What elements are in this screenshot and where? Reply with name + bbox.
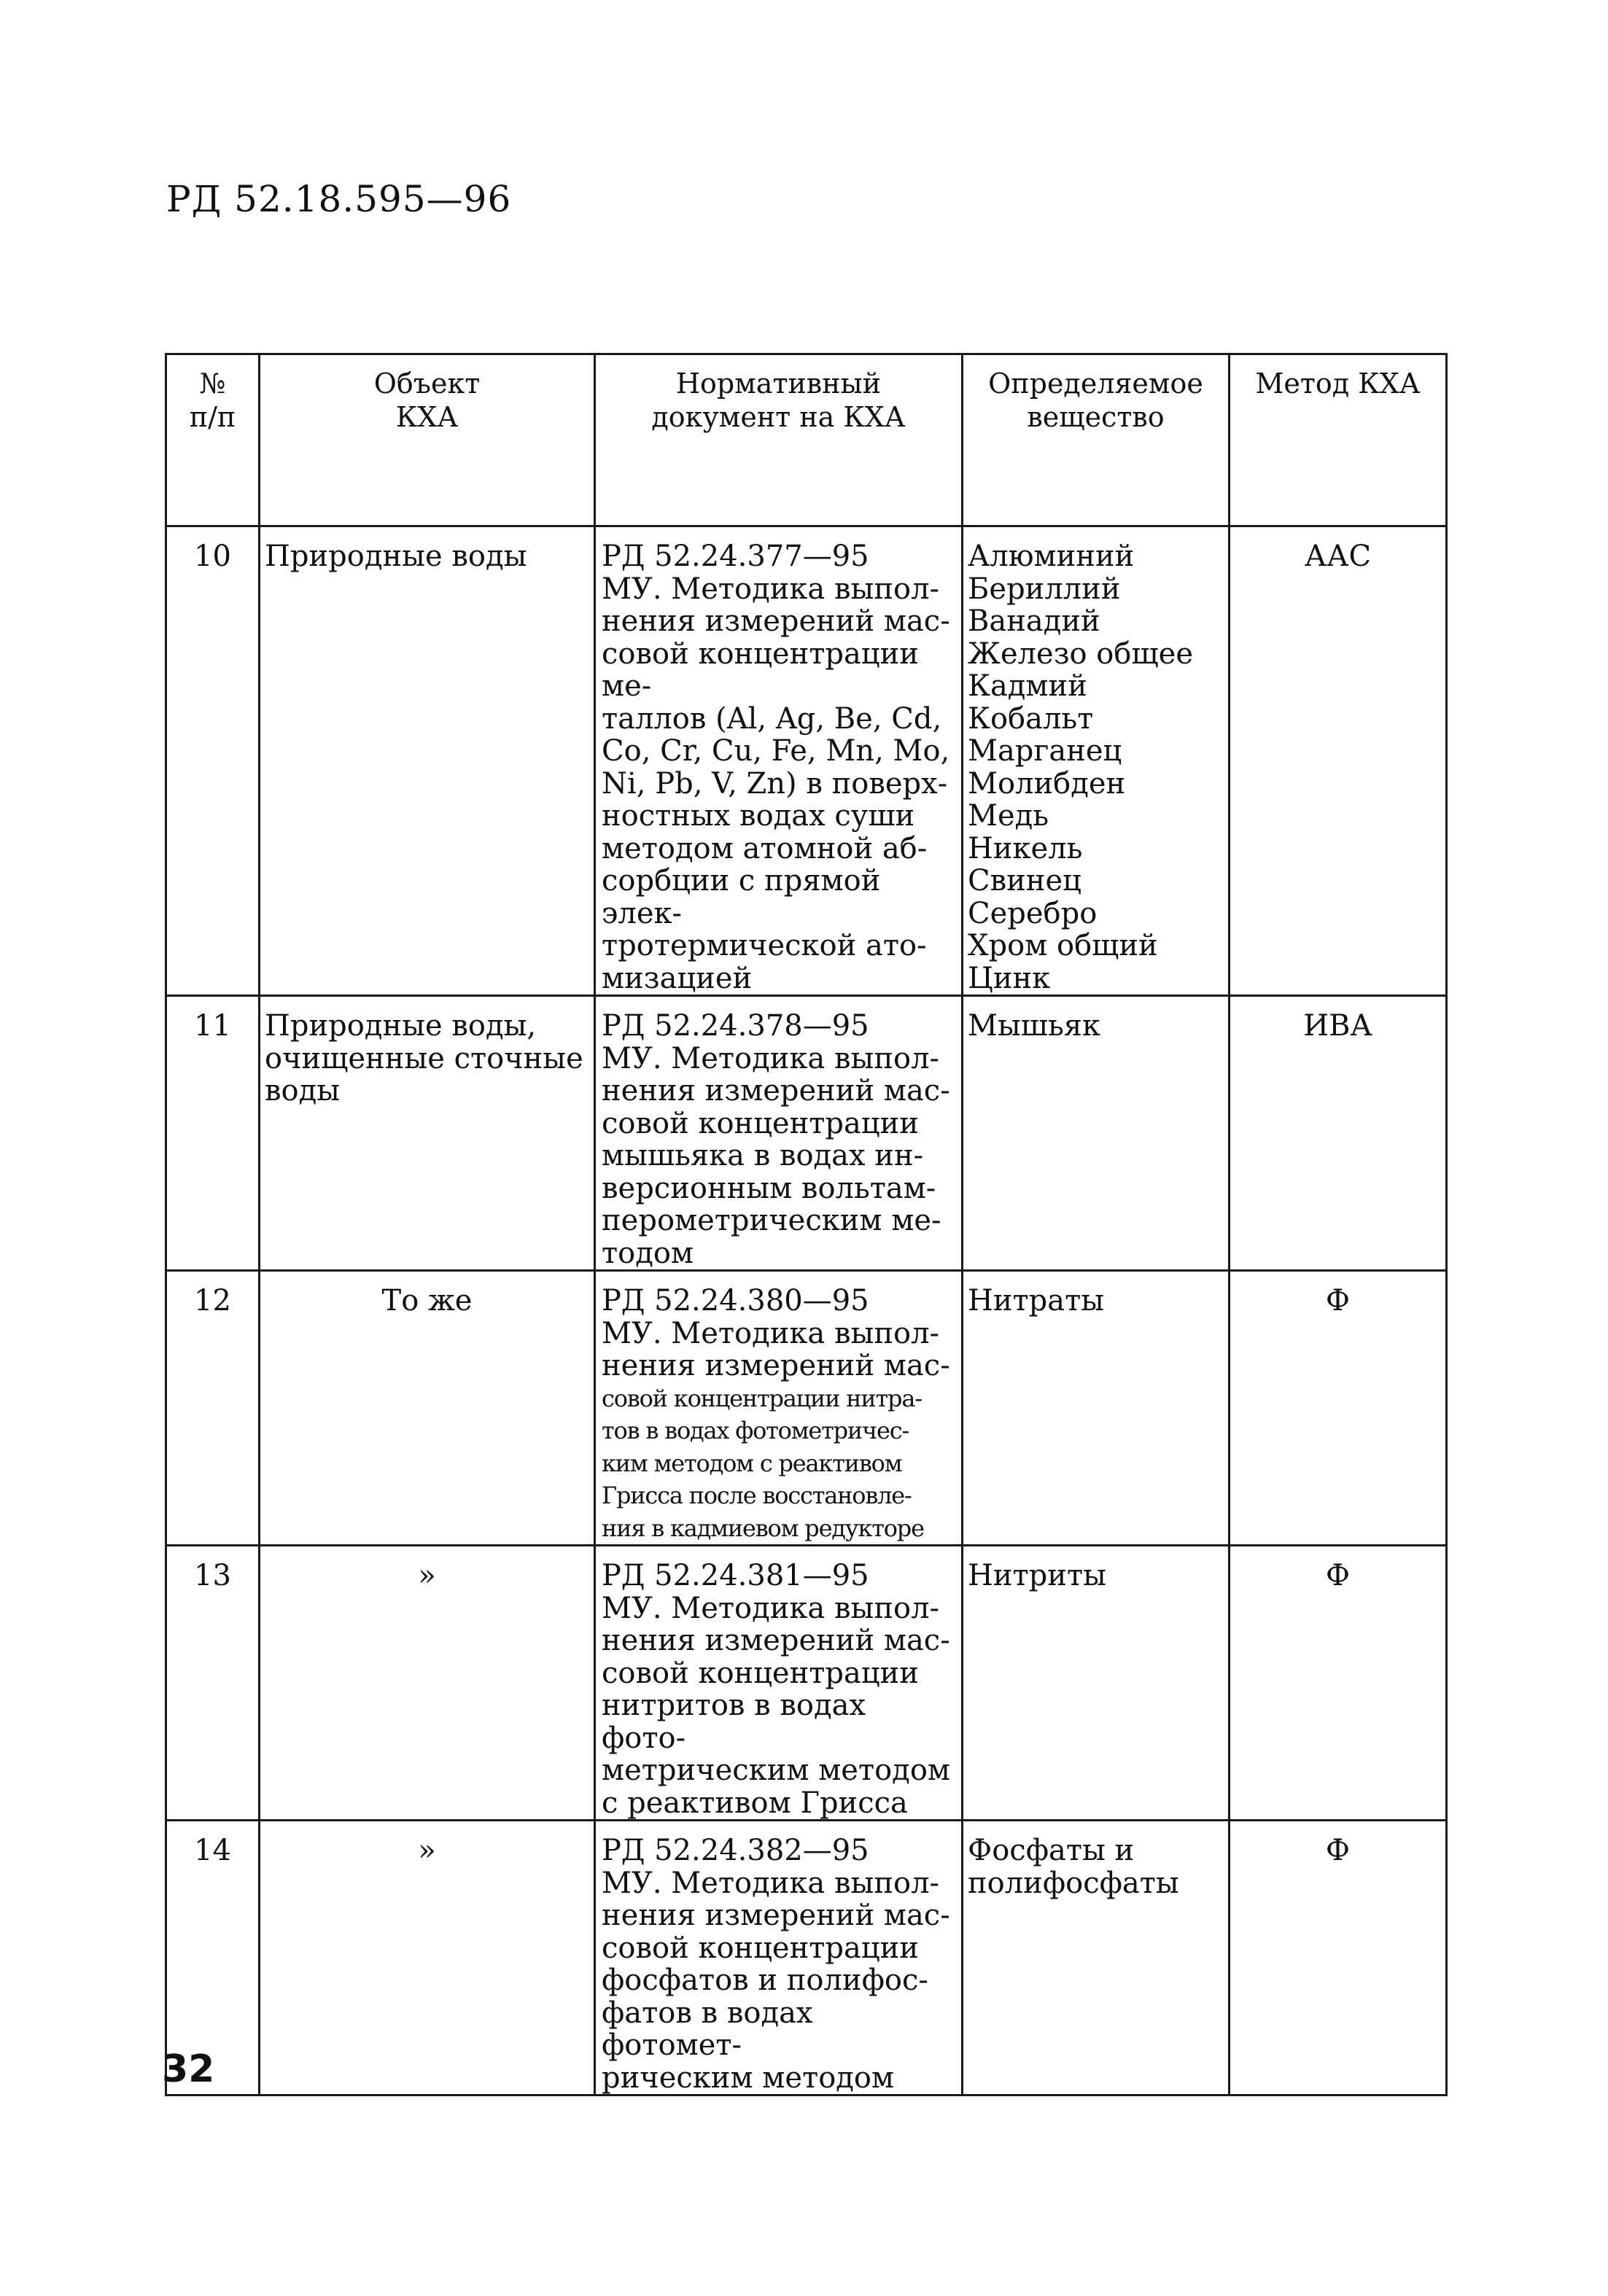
row-document: РД 52.24.381—95 МУ. Методика выпол- нения измерений мас- совой концентрации нитритов в водах фото- метрическим методом с реактивом Грисса: [595, 1546, 963, 1821]
row-substance: Фосфаты и полифосфаты: [963, 1821, 1230, 2095]
row-object: То же: [260, 1271, 595, 1546]
row-document-condensed-text: совой концентрации нитра- тов в водах фотометричес- ким методом с реактивом Грисса после восстановле- ния в кадмиевом редукторе: [602, 1384, 924, 1542]
row-object: Природные воды, очищенные сточные воды: [260, 996, 595, 1271]
row-method: Ф: [1230, 1821, 1447, 2095]
row-method: Ф: [1230, 1546, 1447, 1821]
page-number: 32: [162, 2047, 215, 2091]
row-document: РД 52.24.377—95 МУ. Методика выпол- нения измерений мас- совой концентрации ме- таллов (Al, Ag, Be, Cd, Co, Cr, Cu, Fe, Mn, Mo, Ni, Pb, V, Zn) в поверх- ностных водах суши методом атомной аб- сорбции с прямой элек- тротермической ато- мизацией: [595, 526, 963, 996]
methods-table: [165, 353, 1448, 2096]
row-number: 13: [166, 1546, 260, 1821]
row-method: ААС: [1230, 526, 1447, 996]
row-object: Природные воды: [260, 526, 595, 996]
row-method: Ф: [1230, 1271, 1447, 1546]
table-row: [166, 1271, 1447, 1546]
row-document: [595, 1271, 963, 1546]
row-object: »: [260, 1546, 595, 1821]
column-header-document: Нормативный документ на КХА: [595, 354, 963, 526]
row-document: РД 52.24.378—95 МУ. Методика выпол- нения измерений мас- совой концентрации мышьяка в водах ин- версионным вольтам- перометрическим ме- тодом: [595, 996, 963, 1271]
document-header-code: РД 52.18.595—96: [166, 178, 512, 220]
table-header: [166, 354, 1447, 526]
column-header-method: Метод КХА: [1230, 354, 1447, 526]
row-document-main-text: РД 52.24.380—95 МУ. Методика выпол- нения измерений мас-: [602, 1284, 950, 1382]
row-number: 11: [166, 996, 260, 1271]
row-document: РД 52.24.382—95 МУ. Методика выпол- нения измерений мас- совой концентрации фосфатов и полифос- фатов в водах фотомет- рическим методом: [595, 1821, 963, 2095]
column-header-substance: Определяемое вещество: [963, 354, 1230, 526]
table-row: [166, 526, 1447, 996]
table-row: [166, 996, 1447, 1271]
column-header-number: № п/п: [166, 354, 260, 526]
row-number: 10: [166, 526, 260, 996]
row-method: ИВА: [1230, 996, 1447, 1271]
table-row: [166, 1821, 1447, 2095]
row-substance: Нитраты: [963, 1271, 1230, 1546]
row-number: 14: [166, 1821, 260, 2095]
row-substance: Мышьяк: [963, 996, 1230, 1271]
row-number: 12: [166, 1271, 260, 1546]
column-header-object: Объект КХА: [260, 354, 595, 526]
row-substance: Нитриты: [963, 1546, 1230, 1821]
table-row: [166, 1546, 1447, 1821]
row-substance: Алюминий Бериллий Ванадий Железо общее Кадмий Кобальт Марганец Молибден Медь Никель Свинец Серебро Хром общий Цинк: [963, 526, 1230, 996]
row-object: »: [260, 1821, 595, 2095]
